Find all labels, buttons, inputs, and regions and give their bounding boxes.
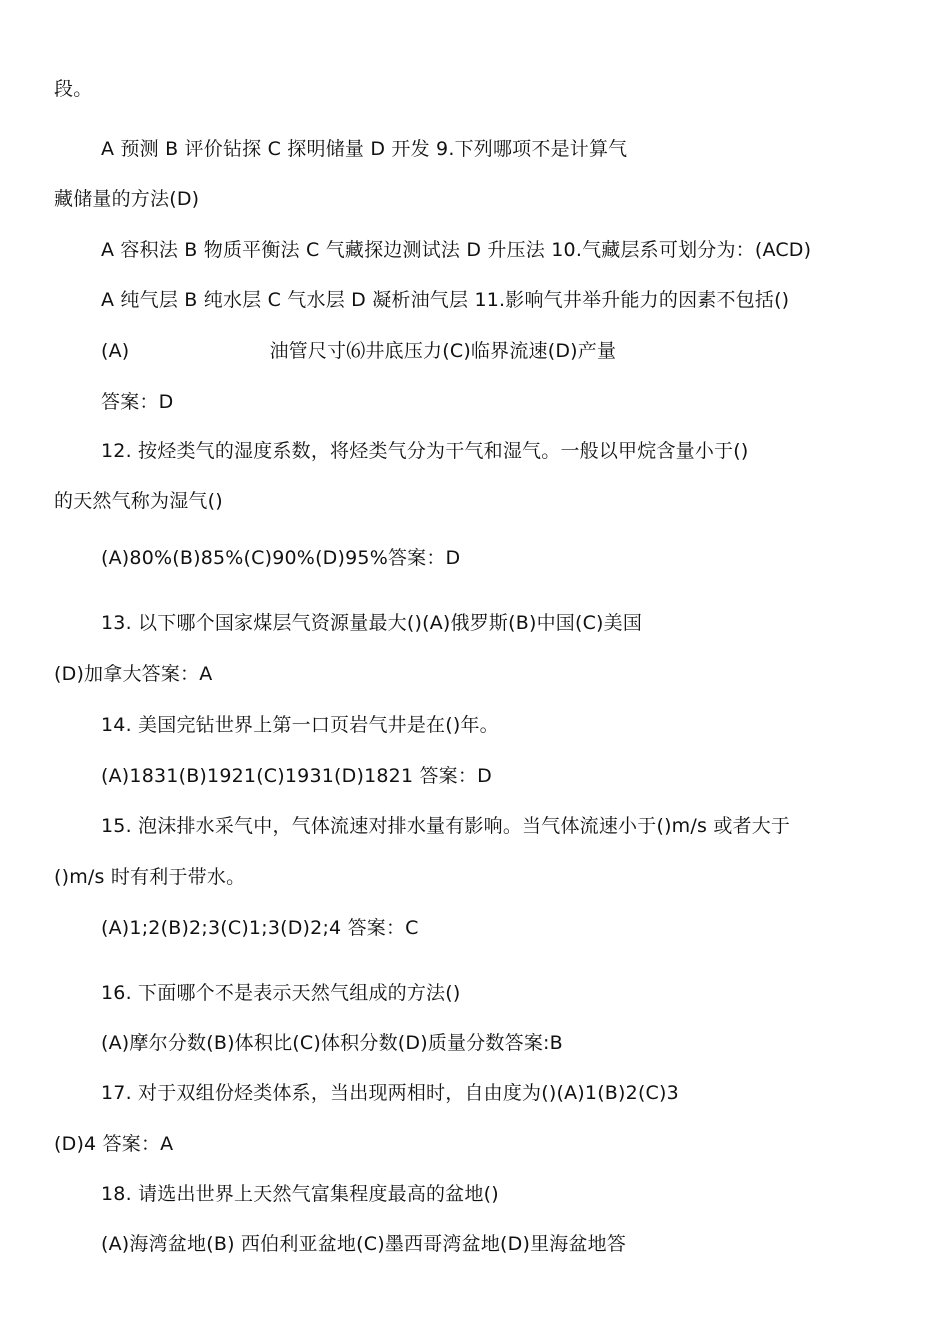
text-line: (A)1;2(B)2;3(C)1;3(D)2;4 答案：C xyxy=(101,917,419,939)
text-line: 18. 请选出世界上天然气富集程度最高的盆地() xyxy=(101,1183,499,1205)
text-line: 的天然气称为湿气() xyxy=(54,490,223,512)
text-line: A 容积法 B 物质平衡法 C 气藏探边测试法 D 升压法 10.气藏层系可划分为：(ACD) xyxy=(101,239,812,261)
text-line: (A)1831(B)1921(C)1931(D)1821 答案：D xyxy=(101,765,492,787)
text-line: 12. 按烃类气的湿度系数，将烃类气分为干气和湿气。一般以甲烷含量小于() xyxy=(101,440,749,462)
text-line: (A)80%(B)85%(C)90%(D)95%答案：D xyxy=(101,547,461,569)
text-line: ()m/s 时有利于带水。 xyxy=(54,866,246,888)
text-line: (A)摩尔分数(B)体积比(C)体积分数(D)质量分数答案:B xyxy=(101,1032,563,1054)
text-line: 藏储量的方法(D) xyxy=(54,188,200,210)
text-line: 15. 泡沫排水采气中，气体流速对排水量有影响。当气体流速小于()m/s 或者大于 xyxy=(101,815,791,837)
text-line: 17. 对于双组份烃类体系，当出现两相时，自由度为()(A)1(B)2(C)3 xyxy=(101,1082,679,1104)
text-line: (A)海湾盆地(B) 西伯利亚盆地(C)墨西哥湾盆地(D)里海盆地答 xyxy=(101,1233,627,1255)
option-label: (A) xyxy=(101,340,130,362)
text-line: A 预测 B 评价钻探 C 探明储量 D 开发 9.下列哪项不是计算气 xyxy=(101,138,628,160)
text-line: (D)加拿大答案：A xyxy=(54,663,213,685)
text-line: 答案：D xyxy=(101,391,174,413)
option-text: 油管尺寸⑹井底压力(C)临界流速(D)产量 xyxy=(269,340,617,362)
text-line: 13. 以下哪个国家煤层气资源量最大()(A)俄罗斯(B)中国(C)美国 xyxy=(101,612,643,634)
text-line xyxy=(101,338,616,364)
text-line: 16. 下面哪个不是表示天然气组成的方法() xyxy=(101,982,461,1004)
text-line: (D)4 答案：A xyxy=(54,1133,174,1155)
text-line: 14. 美国完钻世界上第一口页岩气井是在()年。 xyxy=(101,714,499,736)
text-line: 段。 xyxy=(54,78,93,100)
text-line: A 纯气层 B 纯水层 C 气水层 D 凝析油气层 11.影响气井举升能力的因素不包括() xyxy=(101,289,790,311)
